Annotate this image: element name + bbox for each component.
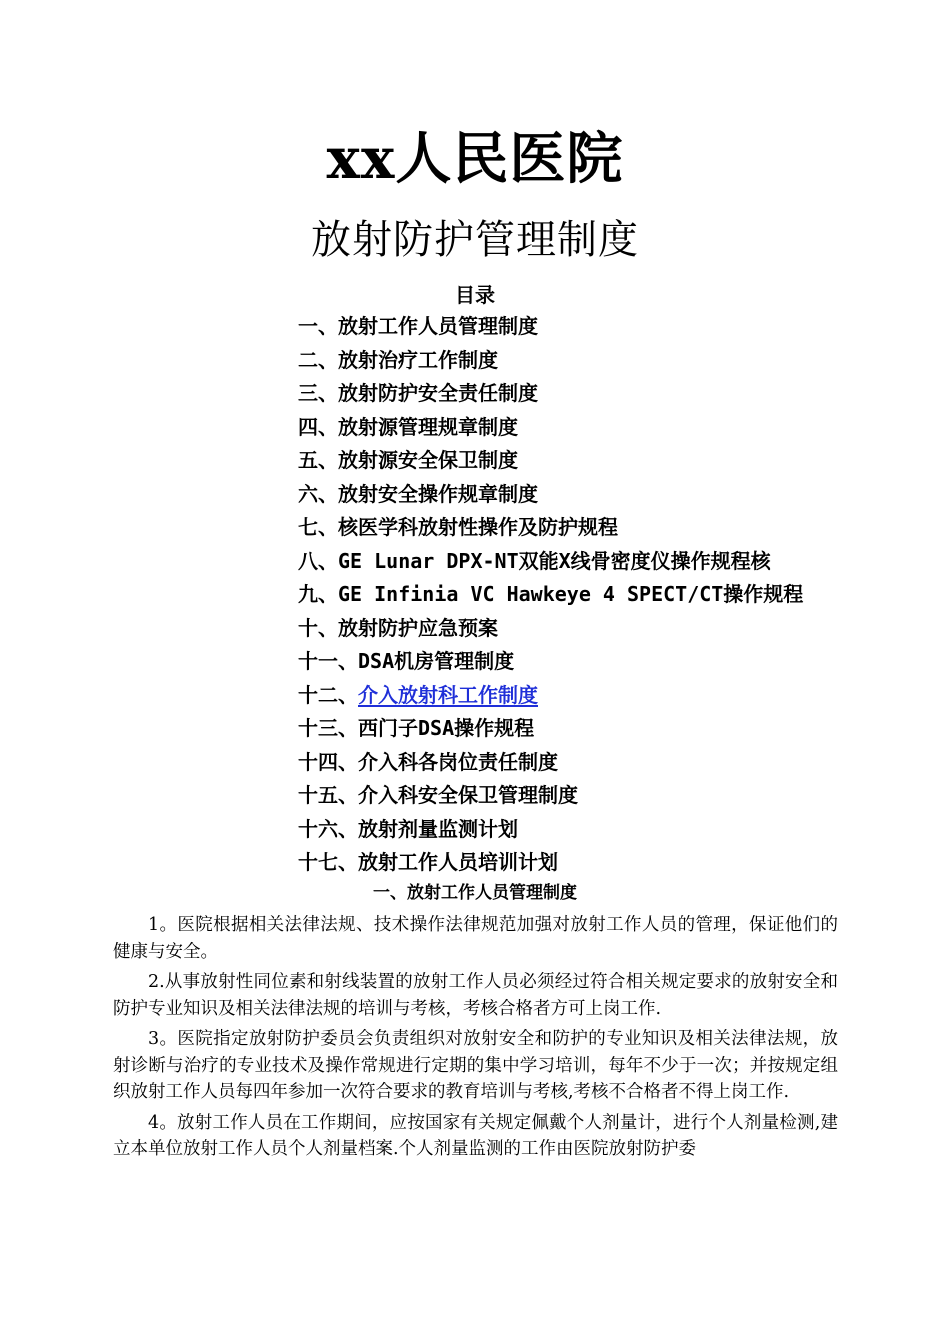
toc-item-16: 十六、放射剂量监测计划 [298, 816, 518, 841]
toc-item-6: 六、放射安全操作规章制度 [298, 481, 538, 506]
paragraph-1: 1。医院根据相关法律法规、技术操作法律规范加强对放射工作人员的管理，保证他们的健康与安全。 [113, 915, 838, 962]
toc-item-12 [298, 679, 803, 713]
paragraph-4: 4。放射工作人员在工作期间，应按国家有关规定佩戴个人剂量计，进行个人剂量检测,建立本单位放射工作人员个人剂量档案.个人剂量监测的工作由医院放射防护委 [113, 1112, 838, 1159]
toc-item-15: 十五、介入科安全保卫管理制度 [298, 783, 578, 807]
toc-item-2: 二、放射治疗工作制度 [298, 347, 498, 372]
document-title: 放射防护管理制度 [311, 217, 639, 263]
toc-item-13: 十三、西门子DSA操作规程 [298, 716, 535, 740]
section-heading: 一、放射工作人员管理制度 [373, 883, 577, 903]
toc-item-4: 四、放射源管理规章制度 [298, 414, 518, 439]
section-body [113, 912, 838, 1167]
toc-heading: 目录 [455, 283, 495, 307]
table-of-contents [298, 310, 803, 880]
toc-item-1: 一、放射工作人员管理制度 [298, 314, 538, 338]
toc-item-14: 十四、介入科各岗位责任制度 [298, 749, 558, 774]
toc-item-3: 三、放射防护安全责任制度 [298, 381, 538, 405]
toc-item-11: 十一、DSA机房管理制度 [298, 649, 515, 673]
toc-item-8: 八、GE Lunar DPX-NT双能X线骨密度仪操作规程核 [298, 548, 771, 573]
toc-item-7: 七、核医学科放射性操作及防护规程 [298, 515, 618, 539]
toc-item-10: 十、放射防护应急预案 [298, 615, 498, 640]
toc-item-12-prefix: 十二、 [298, 682, 358, 707]
toc-item-5: 五、放射源安全保卫制度 [298, 448, 518, 472]
paragraph-3: 3。医院指定放射防护委员会负责组织对放射安全和防护的专业知识及相关法律法规，放射诊断与治疗的专业技术及操作常规进行定期的集中学习培训，每年不少于一次；并按规定组织放射工作人员每四年参加一次符合要求的教育培训与考核,考核不合格者不得上岗工作. [113, 1029, 838, 1102]
toc-item-17: 十七、放射工作人员培训计划 [298, 850, 558, 874]
toc-link-interventional-radiology[interactable]: 介入放射科工作制度 [358, 682, 538, 707]
paragraph-2: 2.从事放射性同位素和射线装置的放射工作人员必须经过符合相关规定要求的放射安全和防护专业知识及相关法律法规的培训与考核，考核合格者方可上岗工作. [113, 972, 838, 1019]
toc-item-9: 九、GE Infinia VC Hawkeye 4 SPECT/CT操作规程 [298, 582, 804, 606]
hospital-name-title: xx人民医院 [326, 126, 624, 192]
